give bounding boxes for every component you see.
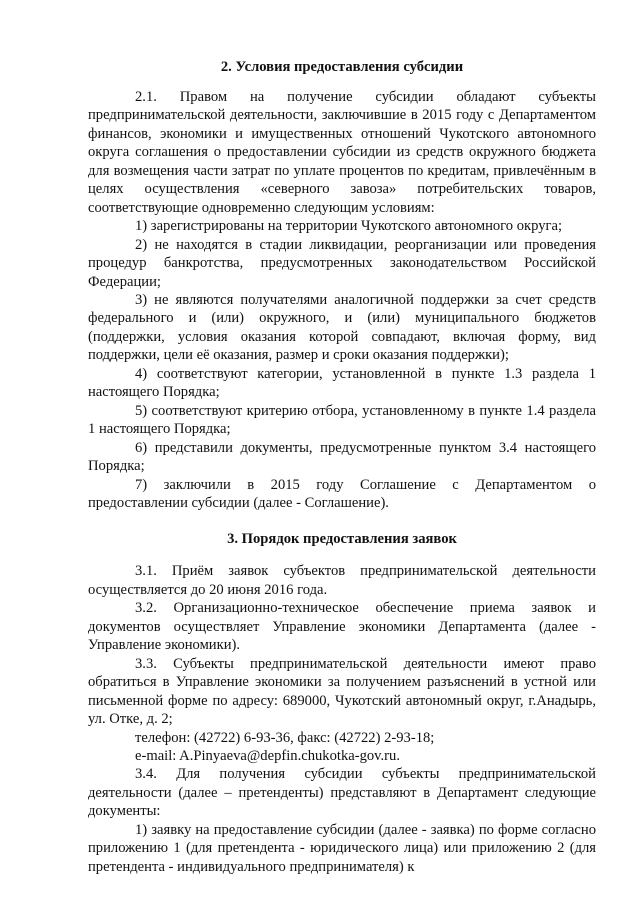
document-item-1: 1) заявку на предоставление субсидии (далее - заявка) по форме согласно приложению 1 (для претендента - юридического лица) или приложению 2 (для претендента - индивидуального предпринимателя) к — [88, 821, 596, 875]
condition-1: 1) зарегистрированы на территории Чукотского автономного округа; — [135, 218, 563, 235]
paragraph-3-2: 3.2. Организационно-техническое обеспечение приема заявок и документов осуществляет Управление экономики Департамента (далее - Управление экономики). — [88, 600, 596, 654]
paragraph-2-1: 2.1. Правом на получение субсидии обладают субъекты предпринимательской деятельности, заключившие в 2015 году с Департаментом финансов, экономики и имущественных отношений Чукотского автономного округа соглашения о предоставлении субсидии из средств окружного бюджета для возмещения части затрат по уплате процентов по кредитам, привлечённым в целях осуществления «северного завоза» потребительских товаров, соответствующие одновременно следующим условиям: — [88, 89, 596, 216]
paragraph-3-1: 3.1. Приём заявок субъектов предпринимательской деятельности осуществляется до 20 июня 2016 года. — [88, 563, 596, 598]
contact-email: e-mail: A.Pinyaeva@depfin.chukotka-gov.ru. — [135, 747, 400, 764]
condition-6: 6) представили документы, предусмотренные пунктом 3.4 настоящего Порядка; — [88, 439, 596, 475]
condition-4: 4) соответствуют категории, установленной в пункте 1.3 раздела 1 настоящего Порядка; — [88, 365, 596, 401]
paragraph-3-3: 3.3. Субъекты предпринимательской деятельности имеют право обратиться в Управление экономики за получением разъяснений в устной или письменной форме по адресу: 689000, Чукотский автономный округ, г.Анадырь, ул. Отке, д. 2; — [88, 655, 596, 728]
condition-5: 5) соответствуют критерию отбора, установленному в пункте 1.4 раздела 1 настоящего Порядка; — [88, 402, 596, 438]
condition-7: 7) заключили в 2015 году Соглашение с Департаментом о предоставлении субсидии (далее - Соглашение). — [88, 476, 596, 511]
section-3-title: 3. Порядок предоставления заявок — [227, 531, 457, 548]
condition-2: 2) не находятся в стадии ликвидации, реорганизации или проведения процедур банкротства, предусмотренных законодательством Российской Федерации; — [88, 236, 596, 290]
contact-phone: телефон: (42722) 6-93-36, факс: (42722) 2-93-18; — [135, 729, 435, 746]
paragraph-3-4: 3.4. Для получения субсидии субъекты предпринимательской деятельности (далее – претенденты) представляют в Департамент следующие документы: — [88, 766, 596, 820]
section-2-title: 2. Условия предоставления субсидии — [220, 59, 464, 75]
condition-3: 3) не являются получателями аналогичной поддержки за счет средств федерального и (или) окружного, и (или) муниципального бюджетов (поддержки, условия оказания которой совпадают, включая форму, вид поддержки, цели её оказания, размер и сроки оказания поддержки); — [88, 291, 596, 364]
document-page — [88, 58, 596, 876]
